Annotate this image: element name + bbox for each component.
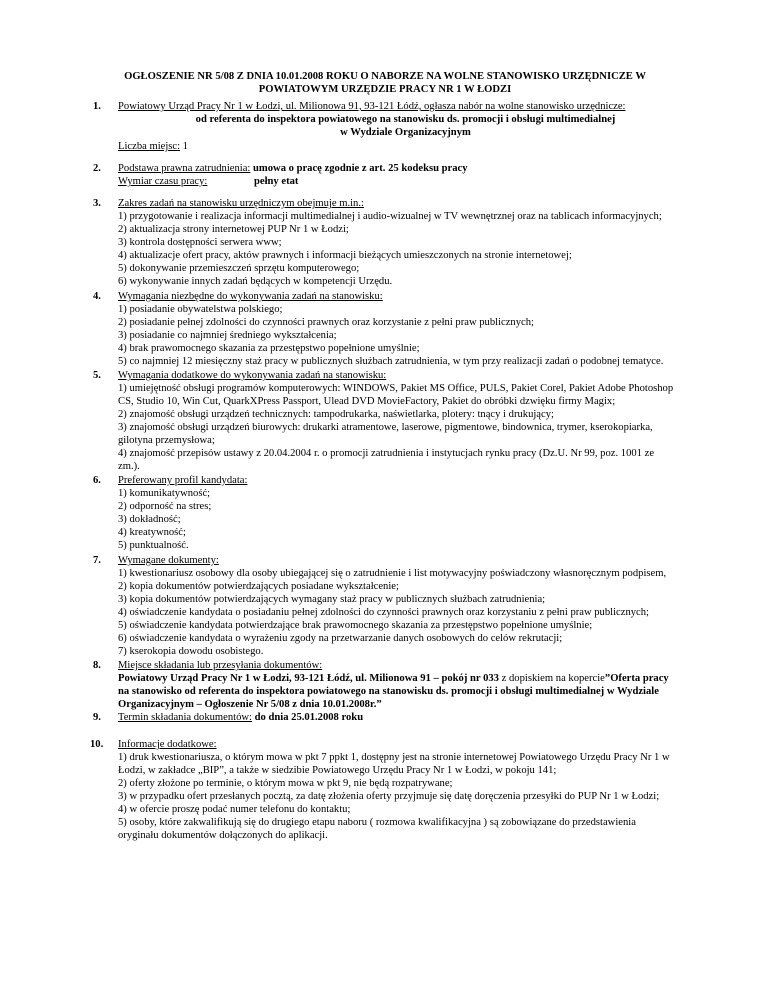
list-item: 2) oferty złożone po terminie, o którym mowa w pkt 9, nie będą rozpatrywane; [118,778,453,789]
s3-heading: Zakres zadań na stanowisku urzędniczym obejmuje m.in.: [118,198,364,209]
list-item: 3) posiadanie co najmniej średniego wykształcenia; [118,330,337,341]
list-item: 4) aktualizacje ofert pracy, aktów prawnych i informacji bieżących umieszczonych na stronie internetowej; [118,250,572,261]
list-item: 1) umiejętność obsługi programów komputerowych: WINDOWS, Pakiet MS Office, PULS, Pakiet Corel, Pakiet Adobe Photoshop [118,383,674,394]
list-item: 4) znajomość przepisów ustawy z 20.04.2004 r. o promocji zatrudnienia i instytucjach rynku pracy (Dz.U. Nr 99, poz. 1001 ze [118,448,655,459]
list-item: 2) odporność na stres; [118,501,212,512]
section-3 [93,197,693,288]
list-item: 5) osoby, które zakwalifikują się do drugiego etapu naboru ( rozmowa kwalifikacyjna ) są zobowiązane do przedstawienia [118,817,636,828]
s8-address: Powiatowy Urząd Pracy Nr 1 w Łodzi, 93-121 Łódź, ul. Milionowa 91 – pokój nr 033 [118,673,499,684]
s4-heading: Wymagania niezbędne do wykonywania zadań na stanowisku: [118,291,383,302]
s2-time-label: Wymiar czasu pracy: [118,176,208,187]
title-line-1: OGŁOSZENIE NR 5/08 Z DNIA 10.01.2008 ROKU O NABORZE NA WOLNE STANOWISKO URZĘDNICZE W [124,71,646,82]
section-6 [93,474,693,552]
s2-basis-label: Podstawa prawna zatrudnienia: [118,163,251,174]
s1-places [118,140,693,153]
list-item: CS, Studio 10, Win Cut, QuarkXPress Passport, Ulead DVD MovieFactory, Pakiet do obróbki dzwięku firmy Magix; [118,396,616,407]
section-number: 1. [93,101,101,112]
s8-note: z dopiskiem na kopercie [498,673,605,684]
list-item: 1) komunikatywność; [118,488,211,499]
list-item: 5) dokonywanie przemieszczeń sprzętu komputerowego; [118,263,360,274]
s8-offer-line-3: Organizacyjnym – Ogłoszenie Nr 5/08 z dnia 10.01.2008r.” [118,699,382,710]
list-item: 1) przygotowanie i realizacja informacji multimedialnej i audio-wizualnej w TV wewnętrznej oraz na tablicach informacyjnych; [118,211,662,222]
section-number: 6. [93,475,101,486]
list-item: 7) kserokopia dowodu osobistego. [118,646,264,657]
section-number: 8. [93,660,101,671]
list-item: 4) brak prawomocnego skazania za przestępstwo popełnione umyślnie; [118,343,420,354]
list-item: 5) oświadczenie kandydata potwierdzające brak prawomocnego skazania za przestępstwo popełnione umyślnie; [118,620,593,631]
list-item: 3) dokładność; [118,514,181,525]
list-item: 6) wykonywanie innych zadań będących w kompetencji Urzędu. [118,276,393,287]
section-number: 3. [93,198,101,209]
s7-heading: Wymagane dokumenty: [118,555,219,566]
s5-heading: Wymagania dodatkowe do wykonywania zadań na stanowisku: [118,370,387,381]
list-item: gilotyna przemysłowa; [118,435,215,446]
list-item: 4) kreatywność; [118,527,186,538]
s1-intro: Powiatowy Urząd Pracy Nr 1 w Łodzi, ul. Milionowa 91, 93-121 Łódź, ogłasza nabór na wolne stanowisko urzędnicze: [118,101,626,112]
section-number: 4. [93,291,101,302]
list-item: 5) punktualność. [118,540,189,551]
s1-places-label: Liczba miejsc: [118,141,181,152]
section-number: 9. [93,712,101,723]
list-item: 2) kopia dokumentów potwierdzających posiadane wykształcenie; [118,581,399,592]
section-number: 10. [90,739,104,750]
s1-position-line-2: w Wydziale Organizacyjnym [340,127,471,138]
section-number: 7. [93,555,101,566]
s2-basis-value: umowa o pracę zgodnie z art. 25 kodeksu pracy [250,163,468,174]
s1-position-line-1: od referenta do inspektora powiatowego na stanowisku ds. promocji i obsługi multimedialnej [195,114,616,125]
section-number: 2. [93,163,101,174]
list-item: Łodzi, w zakładce „BIP”, a także w siedzibie Powiatowego Urzędu Pracy Nr 1 w Łodzi, w pokoju 141; [118,765,557,776]
list-item: 1) druk kwestionariusza, o którym mowa w pkt 7 ppkt 1, dostępny jest na stronie internetowej Powiatowego Urzędu Pracy Nr 1 w [118,752,670,763]
list-item: 1) kwestionariusz osobowy dla osoby ubiegającej się o zatrudnienie i list motywacyjny poświadczony własnoręcznym podpisem, [118,568,667,579]
list-item: 3) w przypadku ofert przesłanych pocztą, za datę złożenia oferty przyjmuje się datę doręczenia przesyłki do PUP Nr 1 w Łodzi; [118,791,660,802]
section-9 [93,711,693,724]
s9-label: Termin składania dokumentów: [118,712,253,723]
list-item: 4) w ofercie proszę podać numer telefonu do kontaktu; [118,804,351,815]
s8-offer-line-2: na stanowisko od referenta do inspektora powiatowego na stanowisku ds. promocji i obsługi multimedialnej w Wydziale [118,686,659,697]
list-item: 3) kontrola dostępności serwera www; [118,237,282,248]
section-1 [93,100,693,153]
s8-heading: Miejsce składania lub przesyłania dokumentów: [118,660,323,671]
document-title [110,70,660,96]
section-2 [93,162,693,188]
list-item: 6) oświadczenie kandydata o wyrażeniu zgody na przetwarzanie danych osobowych do celów rekrutacji; [118,633,563,644]
list-item: 2) posiadanie pełnej zdolności do czynności prawnych oraz korzystanie z pełni praw publicznych; [118,317,534,328]
list-item: 4) oświadczenie kandydata o posiadaniu pełnej zdolności do czynności prawnych oraz korzystaniu z pełni praw publicznych; [118,607,649,618]
list-item: 3) kopia dokumentów potwierdzających wymagany staż pracy w publicznych służbach zatrudnienia; [118,594,546,605]
list-item: zm.). [118,461,140,472]
section-10 [90,738,690,842]
section-5 [93,369,693,473]
s8-offer-start: ”Oferta pracy [604,673,669,684]
s1-places-value: 1 [180,141,189,152]
list-item: 1) posiadanie obywatelstwa polskiego; [118,304,283,315]
section-number: 5. [93,370,101,381]
list-item: 2) aktualizacja strony internetowej PUP Nr 1 w Łodzi; [118,224,349,235]
list-item: 5) co najmniej 12 miesięczny staż pracy w publicznych służbach zatrudnienia, w tym przy realizacji zadań o podobnej tematyce. [118,356,664,367]
s2-time-value: pełny etat [254,176,299,187]
title-line-2: POWIATOWYM URZĘDZIE PRACY NR 1 W ŁODZI [258,84,512,95]
s9-value: do dnia 25.01.2008 roku [252,712,364,723]
list-item: oryginału dokumentów dołączonych do aplikacji. [118,830,328,841]
s10-heading: Informacje dodatkowe: [118,739,217,750]
section-4 [93,290,693,368]
section-8 [93,659,693,711]
s6-heading: Preferowany profil kandydata: [118,475,248,486]
list-item: 3) znajomość obsługi urządzeń biurowych: drukarki atramentowe, laserowe, pigmentowe, bindownica, trymer, kserokopiarka, [118,422,653,433]
list-item: 2) znajomość obsługi urządzeń technicznych: tampodrukarka, naświetlarka, plotery: tnący i drukujący; [118,409,554,420]
section-7 [93,554,693,658]
